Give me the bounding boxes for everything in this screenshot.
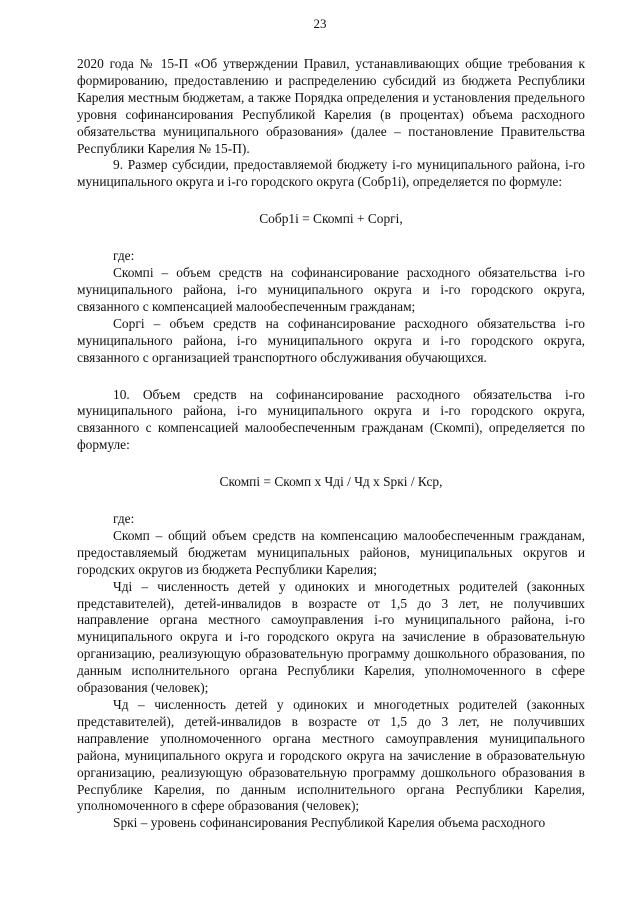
formula-compensation: Скомпi = Скомп х Чдi / Чд х Spкi / Кср, bbox=[219, 474, 443, 490]
document-body bbox=[77, 56, 585, 832]
definition-skomp: Скомп – общий объем средств на компенсацию малообеспеченным гражданам, предоставляемый бюджетам муниципальных районов, муниципальных округов и городских округов из бюджета Республики Карелия; bbox=[77, 527, 585, 577]
formula-subsidy: Cобр1i = Скомпi + Соргi, bbox=[259, 211, 403, 227]
definition-chd: Чд – численность детей у одиноких и многодетных родителей (законных представителей), детей-инвалидов в возрасте от 1,5 до 3 лет, не получивших направление уполномоченного органа местного самоуправления муниципального района, муниципального округа и городского округа на зачисление в образовательную организацию, реализующую образовательную программу дошкольного образования в Республике Карелия, по данным исполнительного органа Республики Карелия, уполномоченного в сфере образования (человек); bbox=[77, 697, 585, 814]
paragraph-continuation: 2020 года № 15-П «Об утверждении Правил, устанавливающих общие требования к формированию, предоставлению и распределению субсидий из бюджета Республики Карелия местным бюджетам, а также Порядка определения и установления предельного уровня софинансирования Республикой Карелия (в процентах) объема расходного обязательства муниципального образования» (далее – постановление Правительства Республики Карелия № 15-П). bbox=[77, 56, 585, 156]
where-label: где: bbox=[113, 248, 135, 264]
where-label: где: bbox=[113, 511, 135, 527]
definition-chd-i: Чдi – численность детей у одиноких и многодетных родителей (законных представителей), детей-инвалидов в возрасте от 1,5 до 3 лет, не получивших направление органа местного самоуправления i-го муниципального района, i-го муниципального округа и i-го городского округа на зачисление в образовательную организацию, реализующую образовательную программу дошкольного образования, по данным исполнительного органа Республики Карелия, уполномоченного в сфере образования (человек); bbox=[77, 578, 585, 696]
page-number: 23 bbox=[313, 16, 327, 31]
paragraph-item-10: 10. Объем средств на софинансирование расходного обязательства i-го муниципального района, i-го муниципального округа и i-го городского округа, связанного с компенсацией малообеспеченным гражданам (Скомпi), определяется по формуле: bbox=[77, 386, 585, 453]
definition-sprk-i: Spкi – уровень софинансирования Республикой Карелия объема расходного bbox=[113, 815, 546, 831]
definition-sorg-i: Соргi – объем средств на софинансирование расходного обязательства i-го муниципального района, i-го муниципального округа и i-го городского округа, связанного с организацией транспортного обслуживания обучающихся. bbox=[77, 315, 585, 365]
definition-skomp-i: Скомпi – объем средств на софинансирование расходного обязательства i-го муниципального района, i-го муниципального округа и i-го городского округа, связанного с компенсацией малообеспеченным гражданам; bbox=[77, 265, 585, 314]
paragraph-item-9: 9. Размер субсидии, предоставляемой бюджету i-го муниципального района, i-го муниципального округа и i-го городского округа (Cобр1i), определяется по формуле: bbox=[77, 157, 585, 190]
